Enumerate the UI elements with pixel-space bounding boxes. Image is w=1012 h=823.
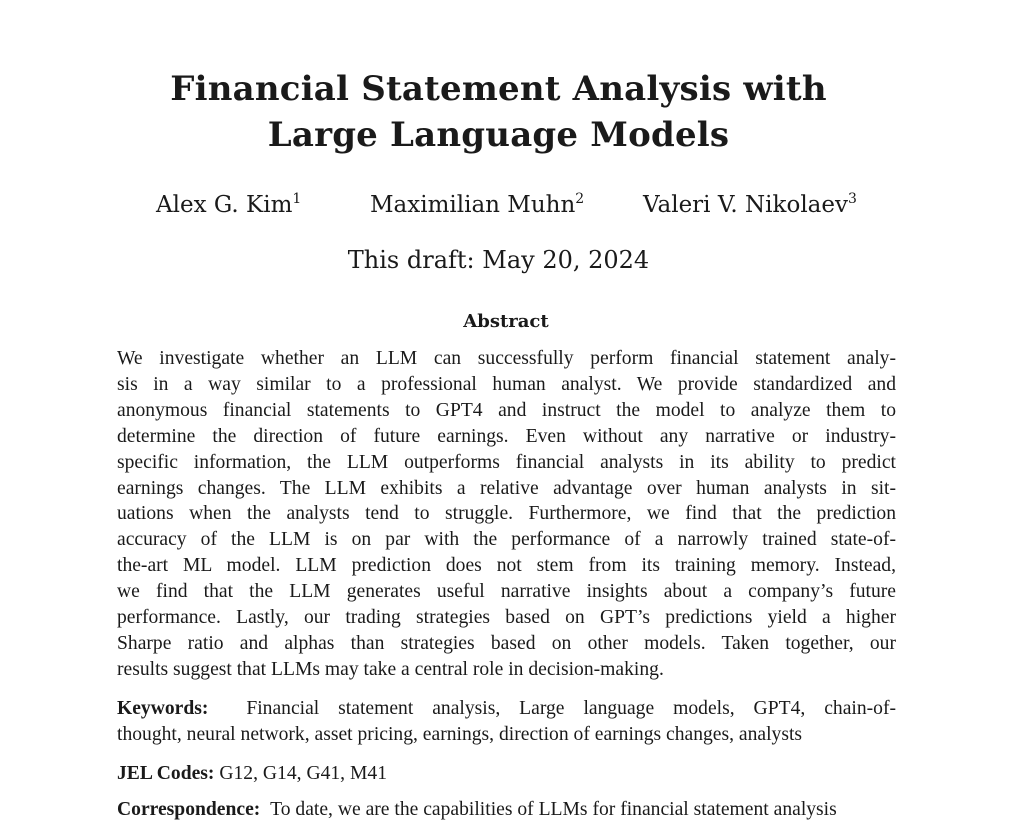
abstract-line: the-art ML model. LLM prediction does not stem from its training memory. Instead, <box>117 555 896 577</box>
jel-codes-section <box>117 761 896 787</box>
correspondence-section <box>117 797 896 820</box>
title-line-2: Large Language Models <box>267 115 730 155</box>
author-nikolaev <box>643 192 857 218</box>
affiliation-mark: 3 <box>848 191 857 207</box>
author-list <box>0 192 997 226</box>
author-name: Maximilian Muhn <box>370 192 576 218</box>
abstract-line: We investigate whether an LLM can successfully perform financial statement analy- <box>117 348 896 369</box>
title-line-1: Financial Statement Analysis with <box>170 69 827 109</box>
abstract-line: specific information, the LLM outperforms financial analysts in its ability to predict <box>117 451 896 473</box>
abstract-line: determine the direction of future earnings. Even without any narrative or industry- <box>117 425 896 447</box>
abstract-line: we find that the LLM generates useful narrative insights about a company’s future <box>117 581 896 603</box>
keywords-section <box>117 696 896 748</box>
abstract-line: earnings changes. The LLM exhibits a relative advantage over human analysts in sit- <box>117 477 896 499</box>
abstract-body <box>117 346 896 683</box>
keywords-text-1: Financial statement analysis, Large language models, GPT4, chain-of- <box>246 698 897 719</box>
keywords-line-2: thought, neural network, asset pricing, earnings, direction of earnings changes, analysts <box>117 723 803 745</box>
abstract-line: accuracy of the LLM is on par with the performance of a narrowly trained state-of- <box>117 529 896 551</box>
jel-label: JEL Codes: <box>117 763 215 784</box>
abstract-line: uations when the analysts tend to struggle. Furthermore, we find that the prediction <box>117 503 896 525</box>
correspondence-label: Correspondence: <box>117 799 261 820</box>
author-kim <box>156 192 301 218</box>
abstract-line: results suggest that LLMs may take a central role in decision-making. <box>117 658 664 680</box>
abstract-line: sis in a way similar to a professional human analyst. We provide standardized and <box>117 373 896 395</box>
jel-codes: G12, G14, G41, M41 <box>219 763 387 784</box>
affiliation-mark: 1 <box>292 191 302 207</box>
correspondence-text: To date, we are the capabilities of LLMs for financial statement analysis <box>270 799 837 820</box>
keywords-line-1 <box>117 696 896 722</box>
author-name: Valeri V. Nikolaev <box>643 192 848 218</box>
author-name: Alex G. Kim <box>156 192 293 218</box>
paper-title <box>0 66 997 158</box>
abstract-line: Sharpe ratio and alphas than strategies based on other models. Taken together, our <box>117 632 896 654</box>
draft-date: This draft: May 20, 2024 <box>347 246 650 274</box>
author-muhn <box>370 192 584 218</box>
abstract-heading: Abstract <box>463 311 549 332</box>
abstract-line: anonymous financial statements to GPT4 and instruct the model to analyze them to <box>117 399 896 421</box>
keywords-label: Keywords: <box>117 698 209 719</box>
affiliation-mark: 2 <box>575 191 585 207</box>
abstract-line: performance. Lastly, our trading strategies based on GPT’s predictions yield a higher <box>117 607 896 629</box>
